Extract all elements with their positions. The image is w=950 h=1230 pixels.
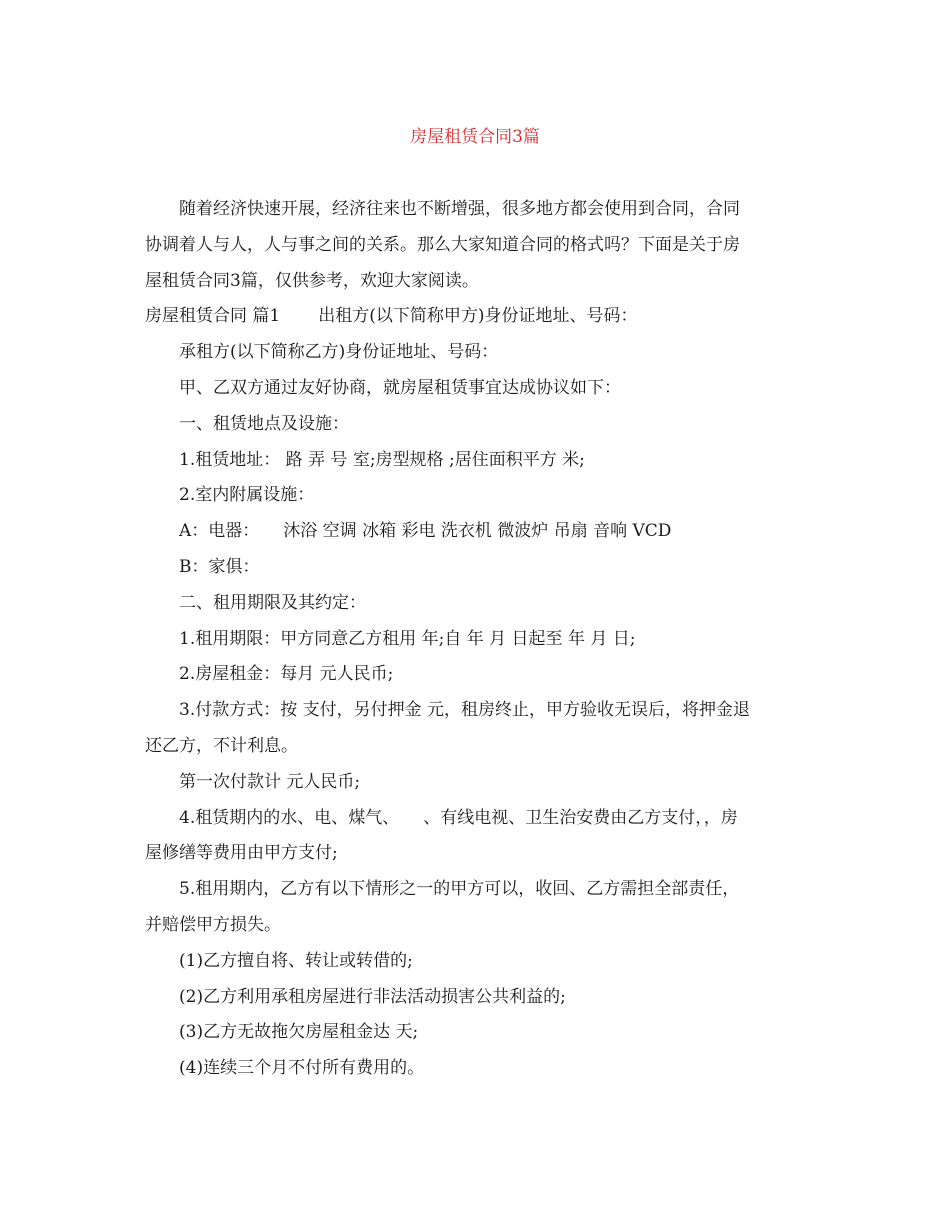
intro-line-3: 屋租赁合同3篇，仅供参考，欢迎大家阅读。: [145, 270, 479, 291]
appliances-line: [145, 514, 810, 550]
sub-item-1: (1)乙方擅自将、转让或转借的;: [179, 950, 413, 971]
appliances-label: A：电器：: [179, 521, 260, 542]
intro-line-1: 随着经济快速开展，经济往来也不断增强，很多地方都会使用到合同，合同: [179, 199, 740, 219]
appliances-list: 沐浴 空调 冰箱 彩电 洗衣机 微波炉 吊扇 音响 VCD: [283, 521, 672, 542]
lessor-line: 出租方(以下简称甲方)身份证地址、号码：: [318, 306, 638, 327]
document-body: [145, 192, 810, 1087]
first-payment: 第一次付款计 元人民币;: [179, 771, 361, 792]
intro-line-2: 协调着人与人，人与事之间的关系。那么大家知道合同的格式吗？下面是关于房: [145, 234, 740, 255]
clause2-item4-line1: [145, 801, 810, 837]
clause2-item4-line2: 屋修缮等费用由甲方支付;: [145, 843, 338, 864]
clause2-heading: 二、租用期限及其约定：: [179, 592, 366, 613]
clause1-heading: 一、租赁地点及设施：: [179, 413, 349, 434]
clause1-item1: 1.租赁地址： 路 弄 号 室;房型规格 ;居住面积平方 米;: [179, 449, 585, 470]
sub-item-3: (3)乙方无故拖欠房屋租金达 天;: [179, 1022, 419, 1043]
sub-item-4: (4)连续三个月不付所有费用的。: [179, 1058, 425, 1079]
furniture-label: B：家俱：: [179, 556, 260, 577]
lessee-line: 承租方(以下简称乙方)身份证地址、号码：: [179, 342, 499, 363]
agreement-line: 甲、乙双方通过友好协商，就房屋租赁事宜达成协议如下：: [179, 377, 621, 398]
clause2-item2: 2.房屋租金：每月 元人民币;: [179, 664, 394, 685]
section-heading-line: [145, 299, 810, 335]
clause2-item5-line1: 5.租用期内，乙方有以下情形之一的甲方可以，收回、乙方需担全部责任，: [179, 879, 740, 900]
document-title: 房屋租赁合同3篇: [410, 127, 540, 147]
section-heading: 房屋租赁合同 篇1: [145, 306, 281, 327]
clause2-item4-part-a: 4.租赁期内的水、电、煤气、: [179, 807, 400, 828]
clause2-item3-line2: 还乙方，不计利息。: [145, 735, 298, 756]
clause2-item1: 1.租用期限：甲方同意乙方租用 年;自 年 月 日起至 年 月 日;: [179, 628, 636, 649]
clause1-item2: 2.室内附属设施：: [179, 485, 315, 506]
clause2-item4-part-b: 、有线电视、卫生治安费由乙方支付，，房: [423, 807, 738, 828]
clause2-item5-line2: 并赔偿甲方损失。: [145, 914, 281, 935]
sub-item-2: (2)乙方利用承租房屋进行非法活动损害公共利益的;: [179, 986, 566, 1007]
clause2-item3-line1: 3.付款方式：按 支付，另付押金 元，租房终止，甲方验收无误后，将押金退: [179, 700, 751, 721]
